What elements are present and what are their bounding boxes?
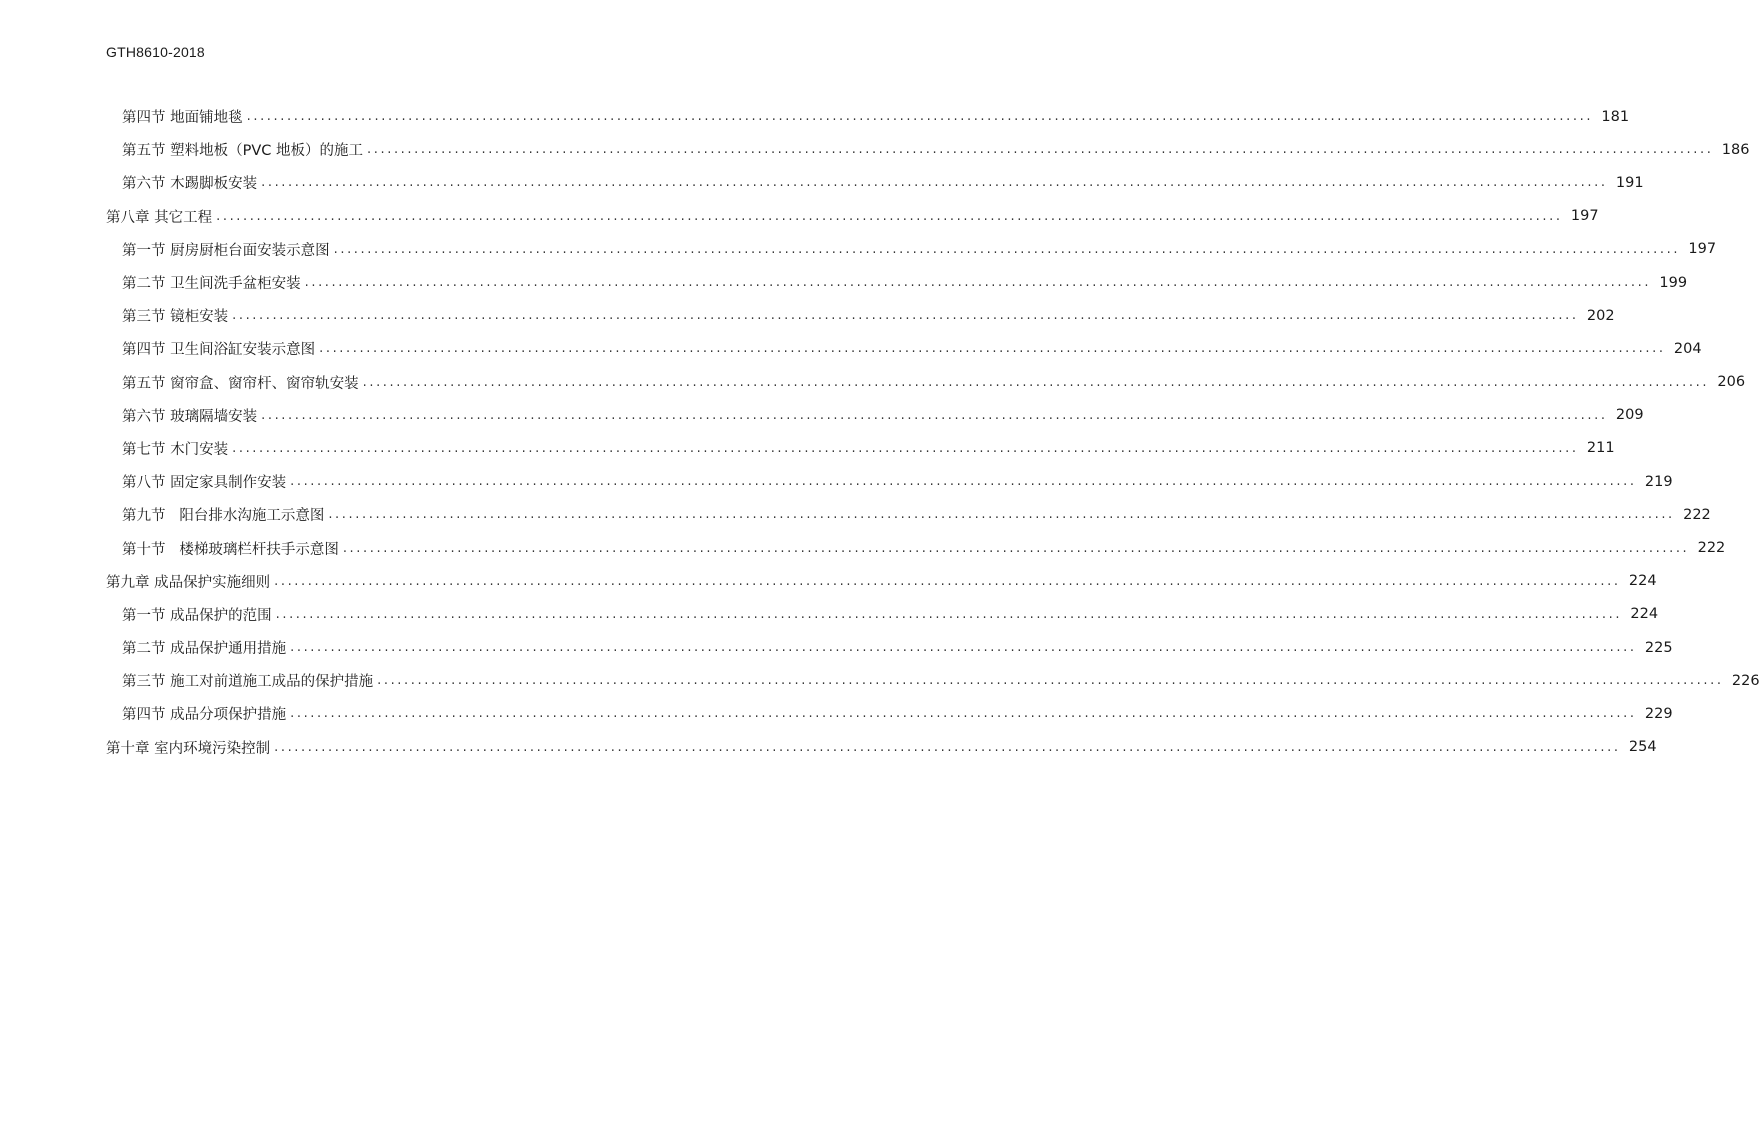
toc-dot-leader: ........................................................................................................................................................................................................	[319, 341, 1666, 357]
toc-page-number: 202	[1586, 307, 1615, 324]
toc-section-entry[interactable]	[0, 664, 1760, 697]
toc-dot-leader: ........................................................................................................................................................................................................	[328, 507, 1675, 523]
toc-page-number: 181	[1601, 108, 1630, 125]
toc-section-entry[interactable]	[0, 233, 1717, 266]
toc-page-number: 197	[1570, 208, 1599, 225]
toc-entry-title: 第一节 成品保护的范围	[122, 607, 272, 624]
toc-page-number: 222	[1683, 506, 1711, 523]
toc-chapter-entry[interactable]	[0, 731, 1657, 764]
toc-section-entry[interactable]	[0, 133, 1750, 166]
toc-section-entry[interactable]	[0, 299, 1615, 332]
toc-dot-leader: ........................................................................................................................................................................................................	[216, 208, 1563, 224]
toc-section-entry[interactable]	[0, 498, 1711, 531]
toc-section-entry[interactable]	[0, 432, 1615, 465]
toc-entry-title: 第三节 镜柜安装	[122, 309, 229, 326]
toc-section-entry[interactable]	[0, 100, 1630, 133]
toc-dot-leader: ........................................................................................................................................................................................................	[275, 606, 1623, 622]
toc-page-number: 222	[1697, 540, 1726, 557]
toc-entry-title: 第八节 固定家具制作安装	[122, 475, 287, 492]
toc-entry-title: 第八章 其它工程	[106, 209, 213, 226]
toc-page-number: 191	[1615, 174, 1644, 191]
toc-page-number: 197	[1688, 241, 1717, 258]
toc-page-number: 186	[1721, 141, 1750, 158]
toc-chapter-entry[interactable]	[0, 565, 1657, 598]
toc-page-number: 219	[1644, 473, 1673, 490]
toc-section-entry[interactable]	[0, 266, 1688, 299]
toc-entry-title: 第三节 施工对前道施工成品的保护措施	[122, 674, 374, 691]
toc-entry-title: 第九章 成品保护实施细则	[106, 574, 271, 591]
toc-dot-leader: ........................................................................................................................................................................................................	[342, 540, 1690, 556]
toc-dot-leader: ........................................................................................................................................................................................................	[232, 440, 1579, 456]
toc-page-number: 229	[1644, 705, 1673, 722]
toc-page-number: 211	[1586, 440, 1615, 457]
toc-dot-leader: ........................................................................................................................................................................................................	[261, 407, 1608, 423]
toc-entry-title: 第二节 卫生间洗手盆柜安装	[122, 276, 301, 293]
toc-section-entry[interactable]	[0, 631, 1673, 664]
toc-entry-title: 第七节 木门安装	[122, 441, 229, 458]
toc-dot-leader: ........................................................................................................................................................................................................	[290, 474, 1637, 490]
toc-page-number: 226	[1731, 672, 1760, 689]
toc-section-entry[interactable]	[0, 399, 1644, 432]
toc-entry-title: 第四节 地面铺地毯	[122, 110, 243, 127]
toc-section-entry[interactable]	[0, 697, 1673, 730]
toc-page-number: 199	[1659, 274, 1688, 291]
toc-dot-leader: ........................................................................................................................................................................................................	[367, 142, 1714, 158]
document-code: GTH8610-2018	[106, 44, 205, 60]
toc-dot-leader: ........................................................................................................................................................................................................	[246, 109, 1594, 125]
toc-section-entry[interactable]	[0, 332, 1702, 365]
toc-dot-leader: ........................................................................................................................................................................................................	[232, 308, 1579, 324]
toc-entry-title: 第四节 成品分项保护措施	[122, 707, 287, 724]
toc-entry-title: 第十章 室内环境污染控制	[106, 740, 271, 757]
toc-page-number: 209	[1615, 407, 1644, 424]
table-of-contents	[0, 100, 1760, 764]
toc-dot-leader: ........................................................................................................................................................................................................	[290, 706, 1637, 722]
toc-dot-leader: ........................................................................................................................................................................................................	[362, 374, 1710, 390]
toc-page-number: 224	[1628, 573, 1657, 590]
toc-dot-leader: ........................................................................................................................................................................................................	[377, 673, 1724, 689]
toc-page-number: 254	[1628, 739, 1657, 756]
toc-entry-title: 第六节 木踢脚板安装	[122, 176, 258, 193]
toc-entry-title: 第四节 卫生间浴缸安装示意图	[122, 342, 316, 359]
toc-dot-leader: ........................................................................................................................................................................................................	[261, 175, 1608, 191]
toc-entry-title: 第五节 窗帘盒、窗帘杆、窗帘轨安装	[122, 375, 359, 392]
toc-entry-title: 第十节 楼梯玻璃栏杆扶手示意图	[122, 541, 339, 558]
toc-page-number: 206	[1717, 374, 1746, 391]
toc-page-number: 224	[1630, 606, 1659, 623]
toc-dot-leader: ........................................................................................................................................................................................................	[274, 573, 1621, 589]
toc-section-entry[interactable]	[0, 166, 1644, 199]
toc-entry-title: 第五节 塑料地板（PVC 地板）的施工	[122, 143, 364, 160]
toc-entry-title: 第一节 厨房厨柜台面安装示意图	[122, 242, 330, 259]
toc-dot-leader: ........................................................................................................................................................................................................	[274, 739, 1621, 755]
toc-entry-title: 第二节 成品保护通用措施	[122, 641, 287, 658]
toc-dot-leader: ........................................................................................................................................................................................................	[304, 275, 1652, 291]
toc-section-entry[interactable]	[0, 531, 1726, 564]
toc-section-entry[interactable]	[0, 465, 1673, 498]
toc-entry-title: 第六节 玻璃隔墙安装	[122, 408, 258, 425]
toc-section-entry[interactable]	[0, 366, 1746, 399]
toc-dot-leader: ........................................................................................................................................................................................................	[333, 241, 1681, 257]
toc-dot-leader: ........................................................................................................................................................................................................	[290, 640, 1637, 656]
toc-chapter-entry[interactable]	[0, 200, 1599, 233]
toc-page-number: 204	[1673, 340, 1702, 357]
toc-entry-title: 第九节 阳台排水沟施工示意图	[122, 508, 325, 525]
toc-page-number: 225	[1644, 639, 1673, 656]
toc-section-entry[interactable]	[0, 598, 1659, 631]
